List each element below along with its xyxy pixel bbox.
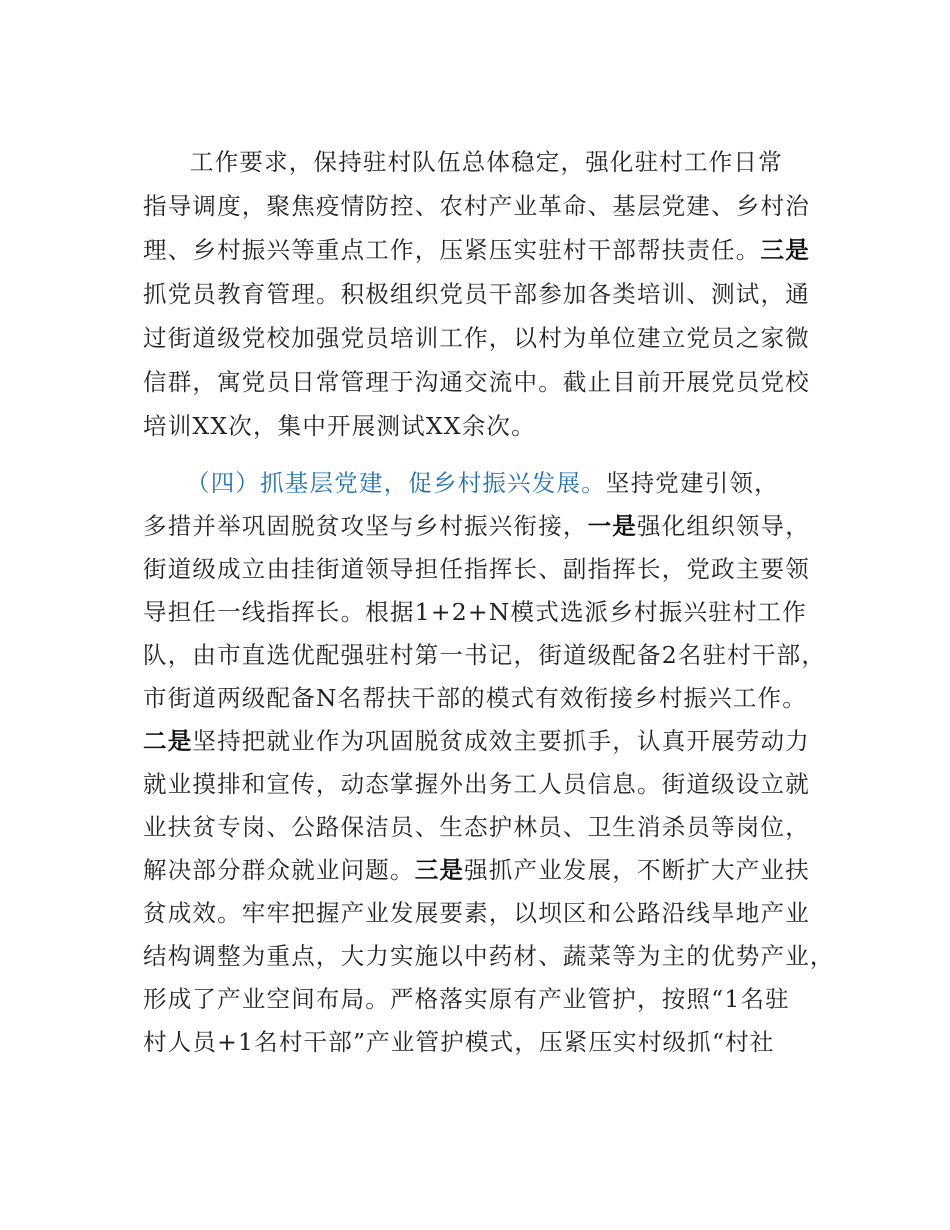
text-line [143,726,810,756]
text-line [143,235,810,265]
text-line [190,147,783,177]
text-line [143,812,810,842]
text-line [143,941,835,971]
text-segment: 指导调度，聚焦疫情防控、农村产业革命、基层党建、乡村治 [143,192,810,220]
text-segment: 坚持党建引领， [605,469,779,497]
text-segment: 抓党员教育管理。积极组织党员干部参加各类培训、测试，通 [143,280,810,308]
text-line [143,323,810,353]
text-segment: 市街道两级配备N名帮扶干部的模式有效衔接乡村振兴工作。 [143,684,807,712]
text-line [143,1027,775,1057]
text-segment: 业扶贫专岗、公路保洁员、生态护林员、卫生消杀员等岗位， [143,813,810,841]
text-segment: 强抓产业发展，不断扩大产业扶 [464,856,810,884]
text-line [143,367,810,397]
text-line [143,898,810,928]
text-line [143,683,807,713]
text-segment: 坚持把就业作为巩固脱贫成效主要抓手，认真开展劳动力 [192,727,810,755]
text-segment: 形成了产业空间布局。严格落实原有产业管护，按照“1名驻 [143,985,790,1013]
text-line [143,855,810,885]
text-line [143,279,810,309]
bold-marker: 三是 [760,236,810,264]
text-segment: 解决部分群众就业问题。 [143,856,415,884]
text-segment: 工作要求，保持驻村队伍总体稳定，强化驻村工作日常 [190,148,783,176]
text-segment: 信群，寓党员日常管理于沟通交流中。截止目前开展党员党校 [143,368,810,396]
bold-marker: 二是 [143,727,193,755]
text-segment: 强化组织领导， [637,512,810,540]
text-segment: 队，由市直选优配强驻村第一书记，街道级配备2名驻村干部， [143,641,827,669]
text-segment: 街道级成立由挂街道领导担任指挥长、副指挥长，党政主要领 [143,555,810,583]
text-segment: 培训XX次，集中开展测试XX余次。 [143,412,536,440]
section-heading: （四）抓基层党建，促乡村振兴发展。 [186,469,606,497]
text-line [143,984,790,1014]
text-line [186,468,779,498]
text-segment: 贫成效。牢牢把握产业发展要素，以坝区和公路沿线旱地产业 [143,899,810,927]
text-line [143,769,810,799]
text-line [143,511,810,541]
bold-marker: 三是 [414,856,465,884]
text-segment: 过街道级党校加强党员培训工作，以村为单位建立党员之家微 [143,324,810,352]
text-segment: 多措并举巩固脱贫攻坚与乡村振兴衔接， [143,512,588,540]
text-line [143,191,810,221]
text-line [143,640,826,670]
text-line [143,597,807,627]
text-line [143,411,536,441]
bold-marker: 一是 [587,512,638,540]
text-line [143,554,810,584]
text-segment: 结构调整为重点，大力实施以中药材、蔬菜等为主的优势产业， [143,942,835,970]
text-segment: 理、乡村振兴等重点工作，压紧压实驻村干部帮扶责任。 [143,236,761,264]
text-segment: 村人员+1名村干部”产业管护模式，压紧压实村级抓“村社 [143,1028,775,1056]
text-segment: 导担任一线指挥长。根据1+2+N模式选派乡村振兴驻村工作 [143,598,807,626]
text-segment: 就业摸排和宣传，动态掌握外出务工人员信息。街道级设立就 [143,770,810,798]
